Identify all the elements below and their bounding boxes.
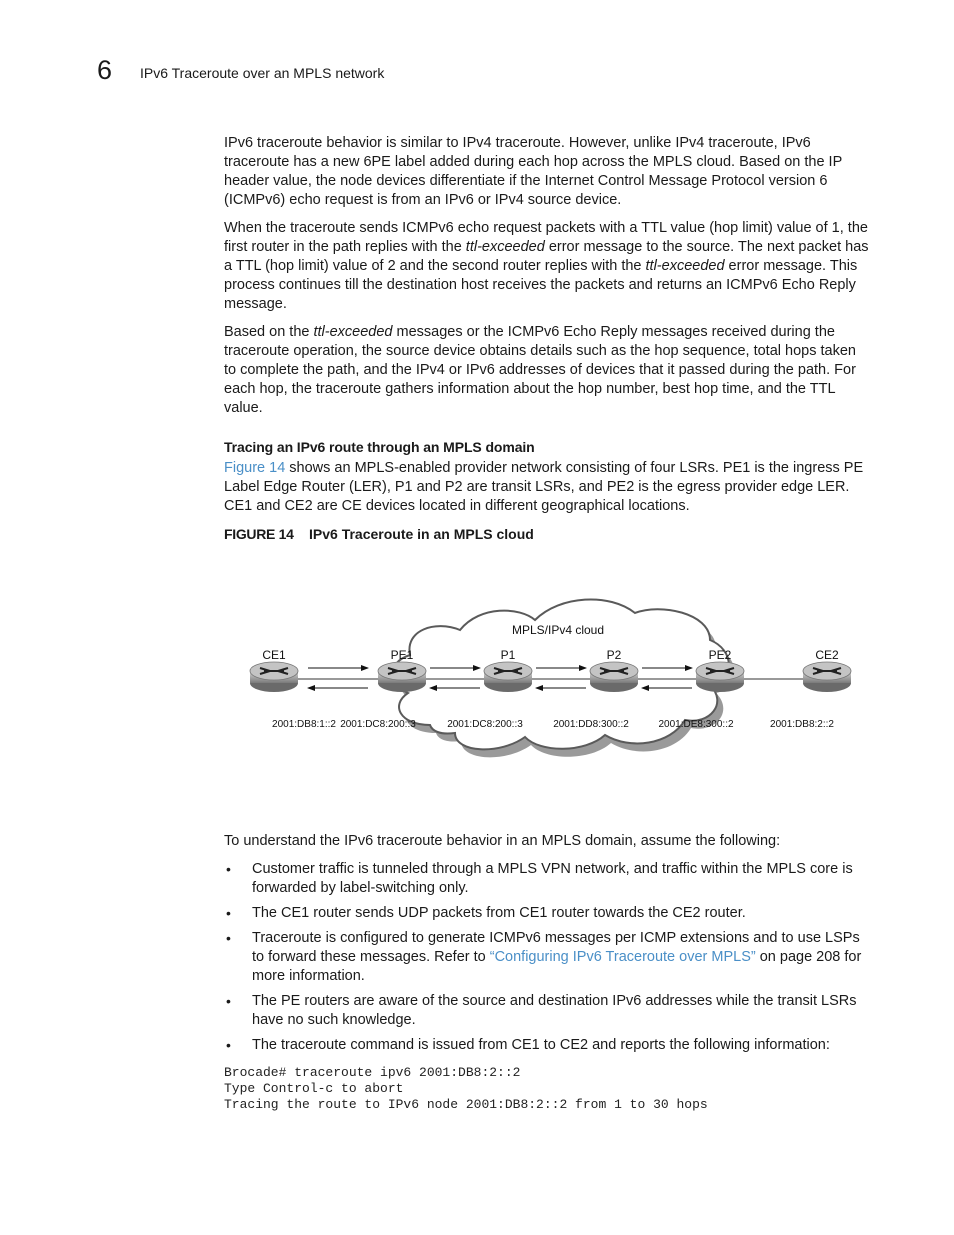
code-line: Brocade# traceroute ipv6 2001:DB8:2::2: [224, 1065, 521, 1080]
p2-text-c: error message. This process continues till the destination host receives the packets and returns an ICMPv6 Echo Reply message.: [224, 258, 858, 312]
bullet-marker: •: [226, 930, 231, 946]
configuring-link[interactable]: “Configuring IPv6 Traceroute over MPLS”: [489, 949, 756, 965]
chapter-title: IPv6 Traceroute over an MPLS network: [140, 65, 385, 81]
address-label: 2001:DC8:200::3: [340, 719, 416, 730]
mpls-figure: [240, 585, 860, 775]
figure-label: FIGURE 14: [224, 526, 294, 542]
assumptions-list: [224, 860, 870, 1055]
bullet-text-b: command is issued from CE1 to CE2 and reports the following information:: [346, 1037, 830, 1053]
section-heading: Tracing an IPv6 route through an MPLS domain: [224, 439, 535, 455]
router-ce2: [803, 662, 851, 692]
router-label-p1: P1: [500, 648, 516, 662]
figure-14-link[interactable]: Figure 14: [224, 460, 286, 476]
bullet-text-b: on page 208 for more information.: [252, 949, 862, 984]
p3-text-b: messages or the ICMPv6 Echo Reply messages received during the traceroute operation, the source device obtains details such as the hop sequence, total hops taken to complete the path, and the IPv4 or IPv6 addresses of devices that it passed during the path. For each hop, the traceroute gathers information about the hop number, best hop time, and the TTL value.: [224, 324, 856, 416]
chapter-number: 6: [97, 55, 113, 85]
mpls-diagram: [240, 585, 860, 775]
bullet-text: Customer traffic is tunneled through a MPLS VPN network, and traffic within the MPLS core is forwarded by label-switching only.: [252, 861, 853, 896]
p3-emphasis: ttl-exceeded: [313, 324, 393, 340]
bullet-marker: •: [226, 1037, 231, 1053]
p2-emphasis-2: ttl-exceeded: [645, 258, 725, 274]
address-label: 2001:DC8:200::3: [447, 719, 523, 730]
code-line: Type Control-c to abort: [224, 1081, 404, 1096]
assumptions-intro: To understand the IPv6 traceroute behavior in an MPLS domain, assume the following:: [224, 833, 781, 849]
list-item: [224, 929, 870, 986]
p2-emphasis-1: ttl-exceeded: [465, 239, 545, 255]
router-ce1: [250, 662, 298, 692]
router-label-p2: P2: [606, 648, 622, 662]
traceroute-command: traceroute: [281, 1037, 347, 1053]
list-item: [224, 992, 870, 1030]
router-p2: [590, 662, 638, 692]
code-line: Tracing the route to IPv6 node 2001:DB8:2::2 from 1 to 30 hops: [224, 1097, 708, 1112]
router-pe1: [378, 662, 426, 692]
address-label: 2001:DB8:1::2: [272, 719, 336, 730]
list-item: [224, 904, 870, 923]
figure-title: IPv6 Traceroute in an MPLS cloud: [309, 526, 534, 542]
router-pe2: [696, 662, 744, 692]
list-item: [224, 1036, 870, 1055]
p2-text-b: error message to the source. The next packet has a TTL (hop limit) value of 2 and the second router replies with the: [224, 239, 869, 274]
address-label: 2001:DB8:2::2: [770, 719, 834, 730]
main-content: [224, 134, 870, 544]
bullet-marker: •: [226, 993, 231, 1009]
p2-text-a: When the traceroute sends ICMPv6 echo request packets with a TTL value (hop limit) value of 1, the first router in the path replies with the: [224, 220, 868, 255]
bullet-marker: •: [226, 905, 231, 921]
router-label-pe1: PE1: [390, 648, 414, 662]
router-label-ce2: CE2: [815, 648, 839, 662]
paragraph-2: [224, 219, 870, 314]
router-label-pe2: PE2: [708, 648, 732, 662]
code-block: [224, 1065, 870, 1113]
bullet-text: The CE1 router sends UDP packets from CE1 router towards the CE2 router.: [252, 905, 746, 921]
section-paragraph: [224, 459, 870, 516]
list-item: [224, 860, 870, 898]
bullet-text: The PE routers are aware of the source and destination IPv6 addresses while the transit LSRs have no such knowledge.: [252, 993, 857, 1028]
paragraph-3: [224, 323, 870, 418]
address-label: 2001:DD8:300::2: [553, 719, 629, 730]
paragraph-1: IPv6 traceroute behavior is similar to IPv4 traceroute. However, unlike IPv4 traceroute, IPv6 traceroute has a new 6PE label added during each hop across the MPLS cloud. Based on the IP header value, the node devices differentiate if the Internet Control Message Protocol version 6 (ICMPv6) echo request is from an IPv6 or IPv4 source device.: [224, 135, 842, 208]
assumptions-section: [224, 832, 870, 1113]
cloud-label: MPLS/IPv4 cloud: [511, 623, 605, 637]
section-text: shows an MPLS-enabled provider network consisting of four LSRs. PE1 is the ingress PE Label Edge Router (LER), P1 and P2 are transit LSRs, and PE2 is the egress provider edge LER. CE1 and CE2 are CE devices located in different geographical locations.: [224, 460, 864, 514]
bullet-text-a: The: [252, 1037, 282, 1053]
router-label-ce1: CE1: [262, 648, 286, 662]
router-p1: [484, 662, 532, 692]
p3-text-a: Based on the: [224, 324, 314, 340]
bullet-text-a: Traceroute is configured to generate ICMPv6 messages per ICMP extensions and to use LSPs to forward these messages. Refer to: [252, 930, 860, 965]
address-label: 2001:DE8:300::2: [658, 719, 734, 730]
bullet-marker: •: [226, 861, 231, 877]
figure-caption: [224, 525, 870, 544]
